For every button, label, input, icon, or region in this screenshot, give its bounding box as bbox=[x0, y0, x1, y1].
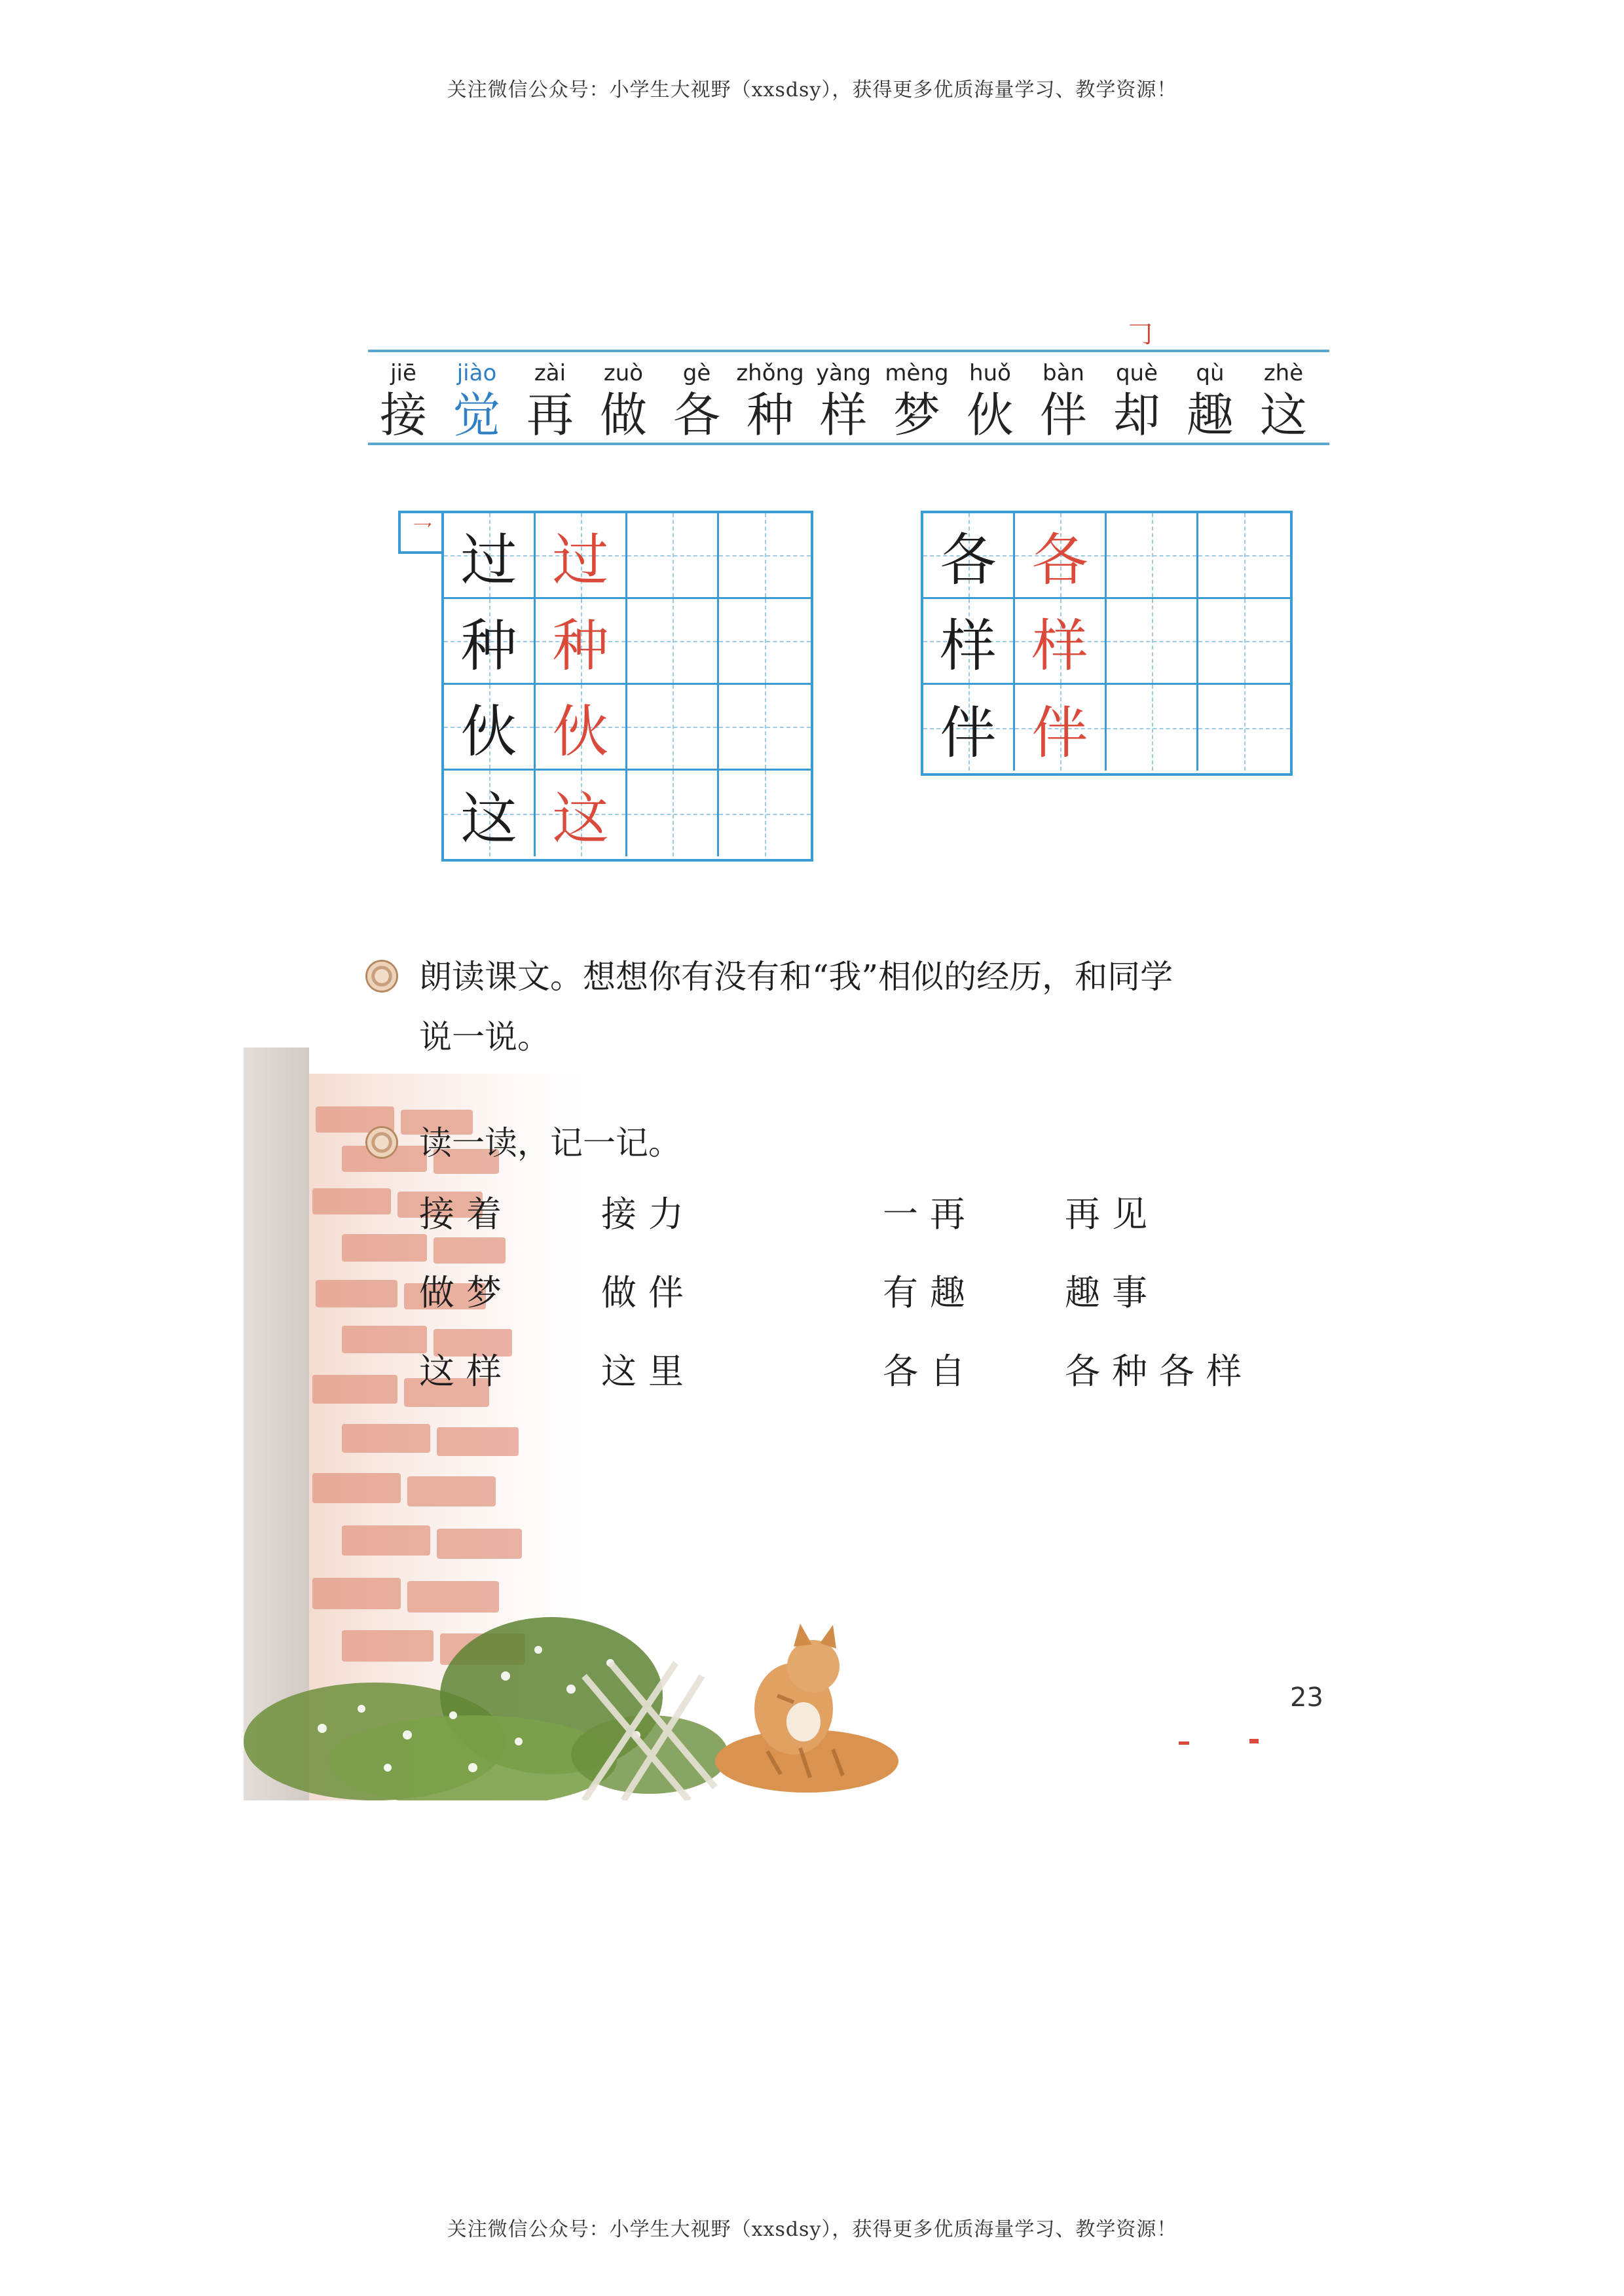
writing-grid-left bbox=[441, 511, 813, 862]
strip-top-line bbox=[368, 350, 1329, 352]
bottom-notice: 关注微信公众号：小学生大视野（xxsdsy），获得更多优质海量学习、教学资源！ bbox=[447, 2218, 1177, 2241]
grid-cell-trace: 样 bbox=[1015, 599, 1107, 685]
vocab-item: zuò 做 bbox=[599, 360, 647, 443]
grid-cell-trace: 种 bbox=[536, 599, 627, 685]
grid-cell-trace: 这 bbox=[536, 771, 627, 856]
wall-pillar bbox=[244, 1048, 309, 1800]
exercise1-line2: 说一说。 bbox=[419, 1018, 550, 1056]
grid-cell-blank[interactable] bbox=[719, 599, 811, 685]
grid-cell-blank[interactable] bbox=[627, 685, 719, 771]
grid-cell-blank[interactable] bbox=[627, 771, 719, 856]
word-item: 各自 bbox=[883, 1351, 977, 1392]
exercise1-line1: 朗读课文。想想你有没有和“我”相似的经历，和同学 bbox=[419, 958, 1173, 996]
strip-bottom-line bbox=[368, 443, 1329, 445]
word-item: 有趣 bbox=[883, 1272, 977, 1313]
top-notice: 关注微信公众号：小学生大视野（xxsdsy），获得更多优质海量学习、教学资源！ bbox=[447, 79, 1177, 101]
word-item: 再见 bbox=[1065, 1194, 1159, 1235]
exercise-bullet-icon bbox=[365, 960, 398, 993]
radical-mark-top: 𠃌 bbox=[1126, 319, 1153, 349]
word-item: 做伴 bbox=[601, 1272, 695, 1313]
vocab-item: mèng 梦 bbox=[885, 360, 949, 443]
grid-cell-trace: 过 bbox=[536, 513, 627, 599]
vocab-item-highlight: jiào 觉 bbox=[452, 360, 500, 443]
decor-dash bbox=[1179, 1741, 1189, 1745]
vocab-item: bàn 伴 bbox=[1039, 360, 1087, 443]
grid-cell-blank[interactable] bbox=[627, 599, 719, 685]
vocab-item: huǒ 伙 bbox=[966, 360, 1014, 443]
vocab-item: yàng 样 bbox=[815, 360, 872, 443]
grid-cell-trace: 各 bbox=[1015, 513, 1107, 599]
grid-cell-blank[interactable] bbox=[1107, 513, 1198, 599]
word-item: 做梦 bbox=[419, 1272, 513, 1313]
word-item: 这样 bbox=[419, 1351, 513, 1392]
grid-cell-blank[interactable] bbox=[1198, 513, 1290, 599]
word-item: 接着 bbox=[419, 1194, 513, 1235]
grid-cell-model: 种 bbox=[444, 599, 536, 685]
grid-cell-model: 过 bbox=[444, 513, 536, 599]
vocab-item: qù 趣 bbox=[1186, 360, 1234, 443]
word-item: 各种各样 bbox=[1065, 1351, 1253, 1392]
cat bbox=[715, 1624, 898, 1793]
grid-cell-model: 样 bbox=[923, 599, 1015, 685]
exercise2-title: 读一读，记一记。 bbox=[419, 1124, 681, 1162]
grid-cell-blank[interactable] bbox=[719, 513, 811, 599]
radical-mark-grid: 乛 bbox=[413, 521, 432, 544]
grid-corner-tab bbox=[398, 511, 441, 554]
grid-cell-blank[interactable] bbox=[1198, 685, 1290, 771]
vocab-item: zhè 这 bbox=[1259, 360, 1307, 443]
vocab-item: zài 再 bbox=[526, 360, 574, 443]
vocab-item: gè 各 bbox=[673, 360, 720, 443]
grid-cell-model: 各 bbox=[923, 513, 1015, 599]
grid-cell-blank[interactable] bbox=[719, 685, 811, 771]
grid-cell-blank[interactable] bbox=[1107, 685, 1198, 771]
word-item: 这里 bbox=[601, 1351, 695, 1392]
grid-cell-blank[interactable] bbox=[1198, 599, 1290, 685]
exercise-bullet-icon bbox=[365, 1126, 398, 1159]
vocab-item: jiē 接 bbox=[379, 360, 427, 443]
grid-cell-model: 伴 bbox=[923, 685, 1015, 771]
word-item: 趣事 bbox=[1065, 1272, 1159, 1313]
grid-cell-model: 伙 bbox=[444, 685, 536, 771]
grid-cell-model: 这 bbox=[444, 771, 536, 856]
decor-dash bbox=[1249, 1739, 1259, 1743]
word-item: 接力 bbox=[601, 1194, 695, 1235]
vocab-item: zhǒng 种 bbox=[736, 360, 804, 443]
page-number: 23 bbox=[1290, 1683, 1323, 1713]
grid-cell-trace: 伴 bbox=[1015, 685, 1107, 771]
grid-cell-blank[interactable] bbox=[627, 513, 719, 599]
grid-cell-blank[interactable] bbox=[1107, 599, 1198, 685]
grid-cell-trace: 伙 bbox=[536, 685, 627, 771]
writing-grid-right bbox=[921, 511, 1293, 776]
vocab-item: què 却 bbox=[1113, 360, 1160, 443]
word-item: 一再 bbox=[883, 1194, 977, 1235]
grid-cell-blank[interactable] bbox=[719, 771, 811, 856]
